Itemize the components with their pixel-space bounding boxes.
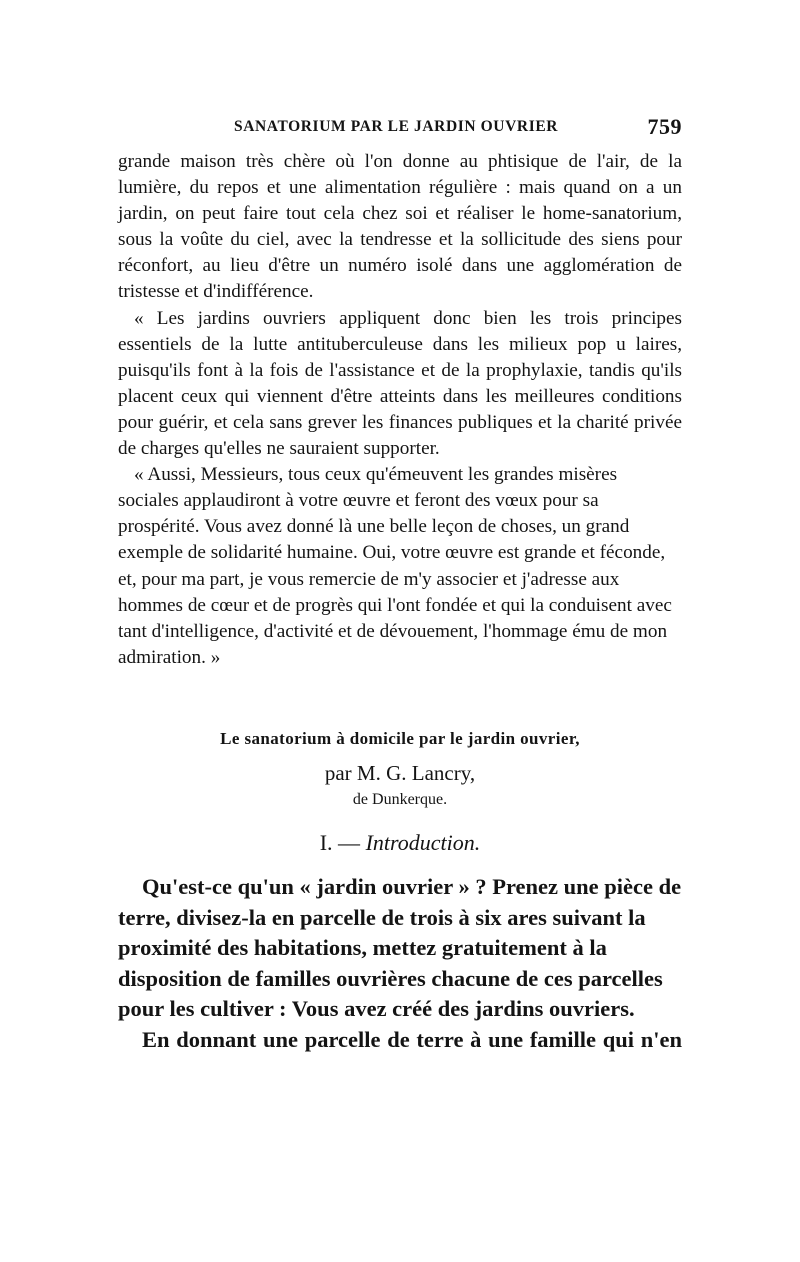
page-number: 759 [647, 114, 682, 139]
paragraph: « Aussi, Messieurs, tous ceux qu'émeuvent les grandes misères sociales applaudiront à votre œuvre et feront des vœux pour sa prospérité. Vous avez donné là une belle leçon de choses, un grand exemple de solidarité humaine. Oui, votre œuvre est grande et féconde, et, pour ma part, je vous remercie de m'y associer et j'adresse aux hommes de cœur et de progrès qui l'ont fondée et qui la conduisent avec tant d'intelligence, d'activité et de dévouement, l'hommage ému de mon admiration. » [118, 464, 672, 668]
subsection-number: I. — [319, 830, 361, 855]
running-title: SANATORIUM PAR LE JARDIN OUVRIER [234, 118, 559, 135]
paragraph: grande maison très chère où l'on donne au phtisique de l'air, de la lumière, du repos et une alimentation régulière : mais quand on a un jardin, on peut faire tout cela chez soi et réaliser le home-sanatorium, sous la voûte du ciel, avec la tendresse et la sollicitude des siens pour réconfort, au lieu d'être un numéro isolé dans une agglomération de tristesse et d'indifférence. [118, 151, 682, 303]
paragraph: En donnant une parcelle de terre à une famille qui n'en [142, 1026, 682, 1052]
author-place: de Dunkerque. [352, 791, 448, 808]
author-line: par M. G. Lancry, [324, 761, 476, 785]
subsection-heading [118, 830, 682, 856]
intro-text [118, 872, 682, 1056]
paragraph: Qu'est-ce qu'un « jardin ouvrier » ? Prenez une pièce de terre, divisez-la en parcelle de trois à six ares suivant la proximité des habitations, mettez gratuitement à la disposition de familles ouvrières chacune de ces parcelles pour les cultiver : Vous avez créé des jardins ouvriers. [118, 874, 682, 1022]
body-text [118, 149, 682, 671]
section-title: Le sanatorium à domicile par le jardin ouvrier, [220, 729, 580, 748]
running-header [118, 114, 682, 144]
paragraph: « Les jardins ouvriers appliquent donc bien les trois principes essentiels de la lutte antituberculeuse dans les milieux pop u laires, puisqu'ils font à la fois de l'assistance et de la prophylaxie, tandis qu'ils placent ceux qui viennent d'être atteints dans les meilleures conditions pour guérir, et cela sans grever les finances publiques et la charité privée de charges qu'elles ne sauraient supporter. [118, 307, 682, 460]
subsection-title: Introduction. [365, 830, 481, 855]
